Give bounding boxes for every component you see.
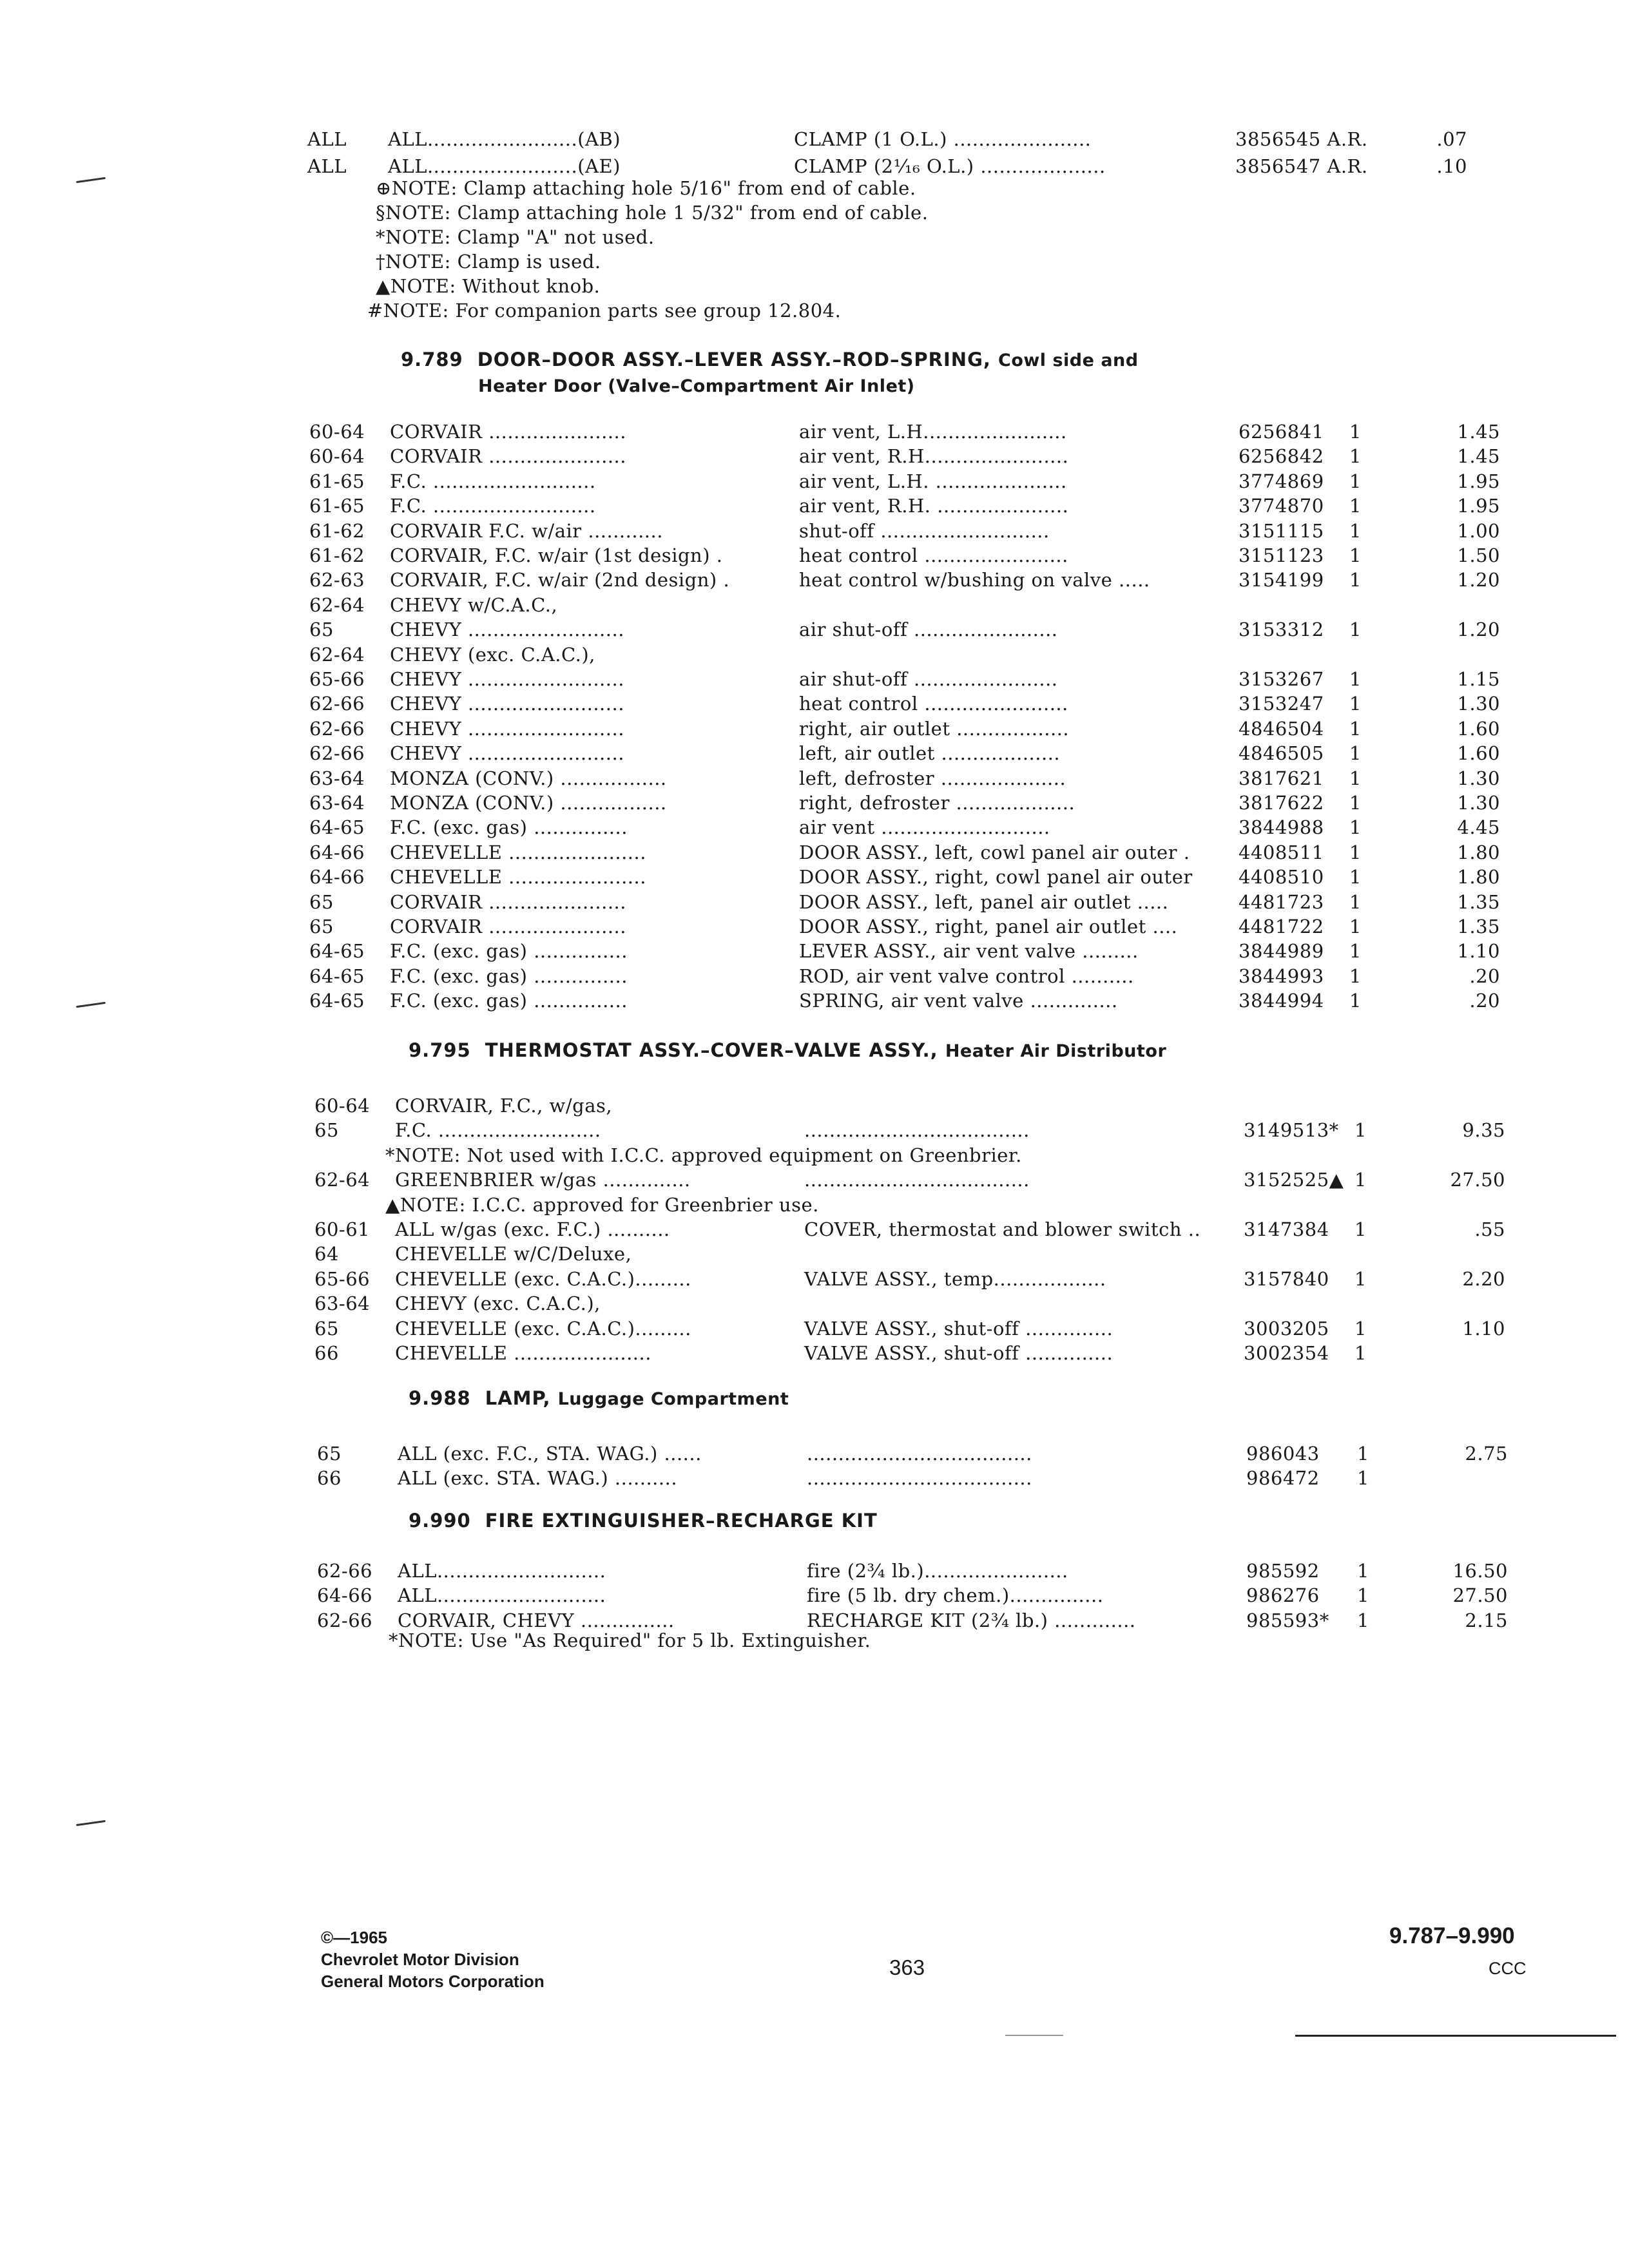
quantity: 1 (1354, 1169, 1367, 1191)
part-number: 4408511 (1239, 841, 1324, 863)
part-number: 3157840 (1244, 1267, 1329, 1290)
price: 16.50 (1452, 1560, 1508, 1582)
quantity: 1 (1349, 569, 1362, 591)
model-name: CORVAIR ...................... (390, 890, 626, 913)
model-name: MONZA (CONV.) ................. (390, 792, 667, 814)
price: 1.20 (1457, 569, 1500, 591)
section-subtitle: Luggage Compartment (557, 1389, 789, 1409)
part-description: heat control ....................... (799, 544, 1068, 566)
quantity: 1 (1349, 519, 1362, 542)
section-code: 9.795 (409, 1039, 471, 1061)
model-year: 61-62 (309, 519, 365, 542)
model-name: ALL........................... (398, 1560, 606, 1582)
model-year: 62-66 (309, 693, 365, 715)
quantity: 1 (1349, 816, 1362, 839)
quantity: 1 (1349, 742, 1362, 765)
part-description: .................................... (807, 1443, 1032, 1465)
quantity: 1 (1354, 1342, 1367, 1364)
quantity: 1 (1349, 767, 1362, 789)
part-number: 3153312 (1239, 619, 1324, 641)
note-line: *NOTE: Clamp "A" not used. (376, 226, 655, 248)
price: 27.50 (1452, 1584, 1508, 1607)
part-number: 3856547 A.R. (1235, 155, 1368, 177)
model-year: 65-66 (309, 668, 365, 690)
part-number: 3844989 (1239, 940, 1324, 963)
part-number: 3151123 (1239, 544, 1324, 566)
model-name: CHEVELLE (exc. C.A.C.)......... (395, 1267, 691, 1290)
note-line: †NOTE: Clamp is used. (376, 251, 601, 273)
quantity: 1 (1354, 1267, 1367, 1290)
model-year: 61-65 (309, 495, 365, 517)
part-number: 4481723 (1239, 890, 1324, 913)
model-year: 65 (309, 619, 334, 641)
quantity: 1 (1349, 890, 1362, 913)
model-year: 64-65 (309, 940, 365, 963)
model-year: 65 (317, 1443, 342, 1465)
price: 2.15 (1465, 1609, 1508, 1631)
part-description: .................................... (804, 1169, 1030, 1191)
part-description: air vent, R.H. ..................... (799, 495, 1069, 517)
quantity: 1 (1357, 1443, 1369, 1465)
price: .55 (1474, 1218, 1505, 1240)
part-description: shut-off ........................... (799, 519, 1050, 542)
price: 2.20 (1462, 1267, 1505, 1290)
part-number: 3152525▲ (1244, 1169, 1344, 1191)
price: 9.35 (1462, 1119, 1505, 1142)
model-name: CHEVY ......................... (390, 668, 624, 690)
quantity: 1 (1349, 421, 1362, 443)
model-name: F.C. (exc. gas) ............... (390, 965, 628, 987)
part-number: 3844988 (1239, 816, 1324, 839)
model-year: 63-64 (309, 792, 365, 814)
model-year: 66 (317, 1467, 342, 1490)
note-line: *NOTE: Not used with I.C.C. approved equipment on Greenbrier. (385, 1144, 1022, 1166)
model-name: CHEVELLE ...................... (390, 866, 646, 889)
company-line-1: Chevrolet Motor Division (321, 1950, 519, 1969)
section-heading-9-988 (409, 1385, 789, 1412)
quantity: 1 (1357, 1584, 1369, 1607)
quantity: 1 (1349, 495, 1362, 517)
margin-mark (76, 1002, 106, 1008)
model-name: CHEVELLE w/C/Deluxe, (395, 1243, 632, 1265)
model-year: 62-66 (309, 717, 365, 740)
quantity: 1 (1357, 1467, 1369, 1490)
price: 1.20 (1457, 619, 1500, 641)
model-name: CHEVY ......................... (390, 742, 624, 765)
group-range: 9.787–9.990 (1389, 1923, 1515, 1948)
price: 1.30 (1457, 792, 1500, 814)
quantity: 1 (1349, 619, 1362, 641)
quantity: 1 (1349, 965, 1362, 987)
price: 1.35 (1457, 890, 1500, 913)
quantity: 1 (1349, 792, 1362, 814)
model-name: CORVAIR, F.C., w/gas, (395, 1095, 613, 1117)
part-number: 986472 (1246, 1467, 1320, 1490)
part-number: 4846504 (1239, 717, 1324, 740)
quantity: 1 (1349, 445, 1362, 468)
quantity: 1 (1357, 1609, 1369, 1631)
section-code: 9.988 (409, 1387, 471, 1409)
quantity: 1 (1349, 841, 1362, 863)
model-year: ALL (307, 128, 347, 150)
part-number: 3774870 (1239, 495, 1324, 517)
model-name: CHEVY w/C.A.C., (390, 593, 558, 616)
part-number: 3153267 (1239, 668, 1324, 690)
part-description: air vent, L.H. ..................... (799, 470, 1067, 492)
model-year: 62-66 (317, 1609, 373, 1631)
model-year: 61-65 (309, 470, 365, 492)
price: 4.45 (1457, 816, 1500, 839)
note-line: ▲NOTE: Without knob. (376, 275, 601, 297)
part-number: 985593* (1246, 1609, 1329, 1631)
model-name: GREENBRIER w/gas .............. (395, 1169, 691, 1191)
part-description: air vent ........................... (799, 816, 1050, 839)
model-name: ALL (exc. F.C., STA. WAG.) ...... (398, 1443, 702, 1465)
model-year: 60-64 (309, 421, 365, 443)
part-number: 4481722 (1239, 916, 1324, 937)
section-title: LAMP, (485, 1387, 551, 1409)
section-subtitle: Cowl side and (998, 351, 1139, 370)
model-name: F.C. (exc. gas) ............... (390, 940, 628, 963)
part-description: LEVER ASSY., air vent valve ......... (799, 940, 1139, 963)
model-year: 62-64 (309, 593, 365, 616)
part-description: COVER, thermostat and blower switch .. (804, 1218, 1201, 1240)
model-name: CORVAIR, F.C. w/air (1st design) . (390, 544, 723, 566)
model-name: F.C. (exc. gas) ............... (390, 816, 628, 839)
part-number: 3003205 (1244, 1317, 1329, 1340)
model-name: CHEVELLE ...................... (395, 1342, 651, 1364)
part-number: 3817621 (1239, 767, 1324, 789)
part-number: 3149513* (1244, 1119, 1339, 1142)
model-name: F.C. (exc. gas) ............... (390, 990, 628, 1012)
price: 1.95 (1457, 470, 1500, 492)
part-description: DOOR ASSY., left, cowl panel air outer . (799, 841, 1190, 863)
section-heading-9-789-line2 (478, 372, 915, 399)
model-year: 62-66 (317, 1560, 373, 1582)
price: 1.80 (1457, 866, 1500, 889)
part-description: right, defroster ................... (799, 792, 1075, 814)
model-year: 63-64 (314, 1293, 371, 1315)
part-description: .................................... (807, 1467, 1032, 1490)
part-description: VALVE ASSY., temp.................. (804, 1267, 1106, 1290)
model-name: ALL........................... (398, 1584, 606, 1607)
part-number: 4408510 (1239, 866, 1324, 889)
quantity: 1 (1349, 916, 1362, 937)
model-year: 64-65 (309, 990, 365, 1012)
quantity: 1 (1349, 866, 1362, 889)
section-subtitle: Heater Air Distributor (945, 1041, 1167, 1061)
part-description: RECHARGE KIT (2¾ lb.) ............. (807, 1609, 1136, 1631)
price: 1.30 (1457, 767, 1500, 789)
part-number: 3817622 (1239, 792, 1324, 814)
note-line: #NOTE: For companion parts see group 12.804. (367, 300, 842, 322)
model-year: 60-64 (309, 445, 365, 468)
model-name: ALL (exc. STA. WAG.) .......... (398, 1467, 678, 1490)
part-description: fire (2¾ lb.)....................... (807, 1560, 1068, 1582)
part-description: right, air outlet .................. (799, 717, 1070, 740)
part-description: left, air outlet ................... (799, 742, 1061, 765)
model-year: 60-61 (314, 1218, 371, 1240)
quantity: 1 (1349, 717, 1362, 740)
part-number: 3147384 (1244, 1218, 1329, 1240)
catalog-code: CCC (1489, 1959, 1527, 1978)
section-code: 9.789 (401, 349, 463, 370)
model-year: 65 (309, 890, 334, 913)
quantity: 1 (1357, 1560, 1369, 1582)
part-description: VALVE ASSY., shut-off .............. (804, 1342, 1113, 1364)
price: 1.30 (1457, 693, 1500, 715)
part-description: left, defroster .................... (799, 767, 1066, 789)
part-number: 3856545 A.R. (1235, 128, 1368, 150)
model-year: 65 (314, 1119, 339, 1142)
model-year: 62-66 (309, 742, 365, 765)
price: 1.10 (1462, 1317, 1505, 1340)
model-name: ALL w/gas (exc. F.C.) .......... (395, 1218, 670, 1240)
price: 1.10 (1457, 940, 1500, 963)
model-name: F.C. .......................... (395, 1119, 601, 1142)
price: .20 (1469, 990, 1500, 1012)
quantity: 1 (1354, 1119, 1367, 1142)
model-name: CORVAIR, CHEVY ............... (398, 1609, 675, 1631)
part-description: ROD, air vent valve control .......... (799, 965, 1134, 987)
part-number: 3153247 (1239, 693, 1324, 715)
model-year: ALL (307, 155, 347, 177)
bottom-rule (1295, 2035, 1616, 2037)
page-number: 363 (889, 1956, 925, 1979)
model-name: MONZA (CONV.) ................. (390, 767, 667, 789)
price: 2.75 (1465, 1443, 1508, 1465)
part-description: SPRING, air vent valve .............. (799, 990, 1118, 1012)
copyright-line: ©—1965 (321, 1928, 387, 1947)
price: 27.50 (1450, 1169, 1505, 1191)
model-name: CORVAIR ...................... (390, 445, 626, 468)
part-description: DOOR ASSY., right, cowl panel air outer (799, 866, 1193, 889)
model-name: CHEVY ......................... (390, 693, 624, 715)
part-number: 6256842 (1239, 445, 1324, 468)
price: 1.80 (1457, 841, 1500, 863)
model-name: CHEVY (exc. C.A.C.), (395, 1293, 601, 1315)
model-name: CORVAIR ...................... (390, 421, 626, 443)
model-year: 64-66 (309, 841, 365, 863)
quantity: 1 (1349, 940, 1362, 963)
part-description: heat control w/bushing on valve ..... (799, 569, 1150, 591)
model-name: F.C. .......................... (390, 495, 596, 517)
model-year: 64-66 (317, 1584, 373, 1607)
note-line: §NOTE: Clamp attaching hole 1 5/32" from end of cable. (376, 202, 929, 224)
part-description: air vent, L.H....................... (799, 421, 1067, 443)
model-name: CHEVY ......................... (390, 717, 624, 740)
part-description: .................................... (804, 1119, 1030, 1142)
model-name: ALL........................(AB) (388, 128, 621, 150)
model-year: 62-64 (314, 1169, 371, 1191)
quantity: 1 (1349, 693, 1362, 715)
price: .20 (1469, 965, 1500, 987)
price: 1.60 (1457, 717, 1500, 740)
model-name: CORVAIR F.C. w/air ............ (390, 519, 663, 542)
note-line: ⊕NOTE: Clamp attaching hole 5/16" from end of cable. (376, 177, 916, 199)
section-title: DOOR–DOOR ASSY.–LEVER ASSY.–ROD–SPRING, (477, 349, 991, 370)
part-number: 986276 (1246, 1584, 1320, 1607)
part-number: 4846505 (1239, 742, 1324, 765)
price: 1.60 (1457, 742, 1500, 765)
quantity: 1 (1349, 668, 1362, 690)
model-year: 64 (314, 1243, 339, 1265)
model-name: CHEVELLE ...................... (390, 841, 646, 863)
model-name: ALL........................(AE) (388, 155, 621, 177)
margin-mark (76, 1820, 106, 1826)
price: 1.45 (1457, 445, 1500, 468)
model-year: 62-63 (309, 569, 365, 591)
quantity: 1 (1349, 470, 1362, 492)
quantity: 1 (1349, 544, 1362, 566)
note-line: ▲NOTE: I.C.C. approved for Greenbrier use. (385, 1193, 819, 1216)
model-year: 63-64 (309, 767, 365, 789)
part-description: DOOR ASSY., left, panel air outlet ..... (799, 890, 1169, 913)
model-name: CHEVY (exc. C.A.C.), (390, 643, 595, 666)
part-description: heat control ....................... (799, 693, 1068, 715)
part-number: 3151115 (1239, 519, 1324, 542)
part-description: DOOR ASSY., right, panel air outlet .... (799, 916, 1178, 937)
note-line: *NOTE: Use "As Required" for 5 lb. Extinguisher. (389, 1629, 871, 1651)
price: 1.35 (1457, 916, 1500, 937)
model-year: 64-66 (309, 866, 365, 889)
model-year: 62-64 (309, 643, 365, 666)
model-name: CHEVY ......................... (390, 619, 624, 641)
bottom-rule-short (1005, 2035, 1063, 2036)
price: 1.50 (1457, 544, 1500, 566)
model-year: 64-65 (309, 965, 365, 987)
part-number: 3154199 (1239, 569, 1324, 591)
part-number: 3844993 (1239, 965, 1324, 987)
section-subtitle-2: Heater Door (Valve–Compartment Air Inlet) (478, 376, 915, 396)
model-year: 66 (314, 1342, 339, 1364)
part-number: 3002354 (1244, 1342, 1329, 1364)
price: 1.95 (1457, 495, 1500, 517)
price: 1.15 (1457, 668, 1500, 690)
price: .10 (1436, 155, 1467, 177)
model-year: 65 (309, 916, 334, 937)
part-number: 986043 (1246, 1443, 1320, 1465)
section-heading-9-795 (409, 1037, 1166, 1064)
model-name: CORVAIR, F.C. w/air (2nd design) . (390, 569, 730, 591)
section-title: FIRE EXTINGUISHER–RECHARGE KIT (485, 1510, 878, 1532)
model-year: 65 (314, 1317, 339, 1340)
part-description: CLAMP (2¹⁄₁₆ O.L.) .................... (794, 155, 1106, 177)
section-heading-9-789 (401, 347, 1139, 374)
part-description: air vent, R.H....................... (799, 445, 1069, 468)
part-number: 3844994 (1239, 990, 1324, 1012)
model-name: CHEVELLE (exc. C.A.C.)......... (395, 1317, 691, 1340)
part-number: 3774869 (1239, 470, 1324, 492)
company-line-2: General Motors Corporation (321, 1972, 545, 1991)
section-heading-9-990 (409, 1508, 878, 1533)
part-description: fire (5 lb. dry chem.)............... (807, 1584, 1104, 1607)
part-number: 985592 (1246, 1560, 1320, 1582)
price: 1.45 (1457, 421, 1500, 443)
part-description: CLAMP (1 O.L.) ...................... (794, 128, 1092, 150)
part-description: air shut-off ....................... (799, 668, 1058, 690)
section-code: 9.990 (409, 1510, 471, 1532)
model-year: 60-64 (314, 1095, 371, 1117)
model-year: 65-66 (314, 1267, 371, 1290)
quantity: 1 (1349, 990, 1362, 1012)
quantity: 1 (1354, 1317, 1367, 1340)
margin-mark (76, 177, 106, 183)
price: .07 (1436, 128, 1467, 150)
part-number: 6256841 (1239, 421, 1324, 443)
price: 1.00 (1457, 519, 1500, 542)
part-description: air shut-off ....................... (799, 619, 1058, 641)
model-year: 64-65 (309, 816, 365, 839)
model-name: F.C. .......................... (390, 470, 596, 492)
model-name: CORVAIR ...................... (390, 916, 626, 937)
part-description: VALVE ASSY., shut-off .............. (804, 1317, 1113, 1340)
quantity: 1 (1354, 1218, 1367, 1240)
section-title: THERMOSTAT ASSY.–COVER–VALVE ASSY., (485, 1039, 938, 1061)
model-year: 61-62 (309, 544, 365, 566)
